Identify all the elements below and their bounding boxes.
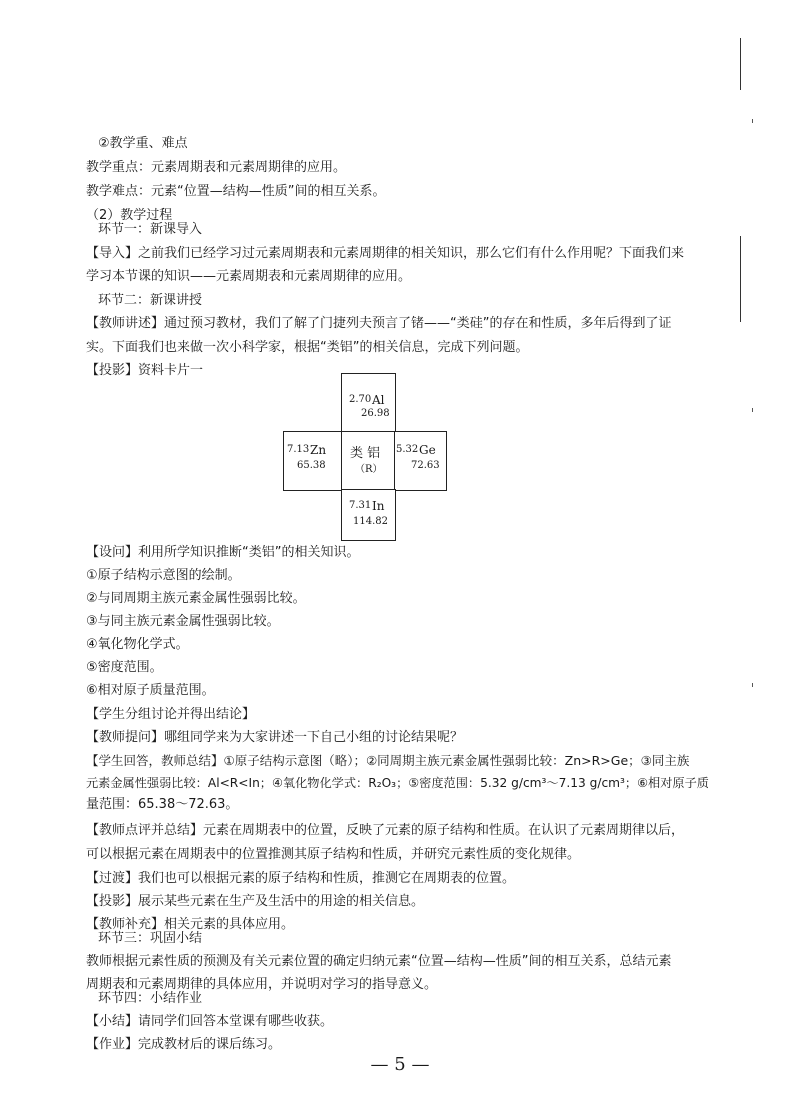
- paragraph-line: 【设问】利用所学知识推断“类铝”的相关知识。: [86, 545, 360, 560]
- paragraph-line: ⑥相对原子质量范围。: [86, 683, 215, 698]
- paragraph-line: 【导入】之前我们已经学习过元素周期表和元素周期律的相关知识，那么它们有什么作用呢？下面我们来: [86, 246, 685, 261]
- paragraph-line: ③与同主族元素金属性强弱比较。: [86, 614, 280, 629]
- paragraph-line: （2）教学过程: [86, 208, 173, 223]
- paragraph-line: 【投影】资料卡片一: [86, 363, 204, 378]
- paragraph-line: 【教师提问】哪组同学来为大家讲述一下自己小组的讨论结果呢？: [86, 730, 464, 745]
- paragraph-line: 量范围：65.38～72.63。: [86, 797, 239, 812]
- element-name: 类 铝: [350, 446, 381, 461]
- paragraph-line: 环节三：巩固小结: [98, 931, 203, 946]
- margin-rule: [740, 38, 741, 90]
- paragraph-line: 【作业】完成教材后的课后练习。: [86, 1037, 282, 1052]
- paragraph-line: ①原子结构示意图的绘制。: [86, 568, 241, 583]
- element-density: 7.31: [349, 500, 372, 511]
- element-cell-al: [341, 373, 396, 433]
- element-mass: 114.82: [353, 516, 388, 527]
- paragraph-line: 环节二：新课讲授: [98, 293, 203, 308]
- element-symbol: Ge: [419, 443, 436, 457]
- paragraph-line: ②教学重、难点: [98, 136, 188, 151]
- element-mass: 65.38: [297, 460, 326, 471]
- element-density: 2.70: [349, 394, 372, 405]
- paragraph-line: 【投影】展示某些元素在生产及生活中的用途的相关信息。: [86, 894, 425, 909]
- paragraph-line: 教学重点：元素周期表和元素周期律的应用。: [86, 160, 347, 175]
- paragraph-line: 实。下面我们也来做一次小科学家，根据“类铝”的相关信息，完成下列问题。: [86, 340, 529, 355]
- element-symbol: In: [372, 499, 385, 513]
- paragraph-line: ④氧化物化学式。: [86, 637, 189, 652]
- element-symbol: Zn: [310, 443, 327, 457]
- element-cell-in: [341, 489, 396, 541]
- paragraph-line: 教学难点：元素“位置—结构—性质”间的相互关系。: [86, 184, 386, 199]
- paragraph-line: 【教师讲述】通过预习教材，我们了解了门捷列夫预言了锗——“类硅”的存在和性质，多年后得到了证: [86, 316, 672, 331]
- element-density: 5.32: [396, 444, 419, 455]
- paragraph-line: 【教师点评并总结】元素在周期表中的位置，反映了元素的原子结构和性质。在认识了元素周期律以后，: [86, 823, 685, 838]
- element-symbol: Al: [372, 393, 385, 407]
- element-cell-center: [341, 431, 396, 491]
- paragraph-line: 元素金属性强弱比较：Al<R<In；④氧化物化学式：R₂O₃；⑤密度范围：5.32 g/cm³～7.13 g/cm³；⑥相对原子质: [86, 776, 709, 790]
- element-symbol: （R）: [355, 464, 383, 475]
- paragraph-line: 环节一：新课导入: [98, 222, 203, 237]
- margin-tick: [752, 683, 753, 687]
- paragraph-line: 【学生回答，教师总结】①原子结构示意图（略）；②同周期主族元素金属性强弱比较：Zn>R>Ge；③同主族: [86, 753, 690, 768]
- element-mass: 26.98: [361, 408, 390, 419]
- paragraph-line: ②与同周期主族元素金属性强弱比较。: [86, 591, 306, 606]
- paragraph-line: 【学生分组讨论并得出结论】: [86, 707, 256, 722]
- element-mass: 72.63: [411, 460, 440, 471]
- paragraph-line: 环节四：小结作业: [98, 991, 203, 1006]
- paragraph-line: 【小结】请同学们回答本堂课有哪些收获。: [86, 1014, 334, 1029]
- element-cell-ge: [394, 431, 447, 491]
- paragraph-line: 可以根据元素在周期表中的位置推测其原子结构和性质，并研究元素性质的变化规律。: [86, 847, 581, 862]
- page-number: — 5 —: [370, 1054, 430, 1075]
- paragraph-line: 【教师补充】相关元素的具体应用。: [86, 917, 295, 932]
- paragraph-line: 教师根据元素性质的预测及有关元素位置的确定归纳元素“位置—结构—性质”间的相互关系，总结元素: [86, 954, 672, 969]
- paragraph-line: 周期表和元素周期律的具体应用，并说明对学习的指导意义。: [86, 977, 438, 992]
- paragraph-line: 学习本节课的知识——元素周期表和元素周期律的应用。: [86, 269, 412, 284]
- paragraph-line: 【过渡】我们也可以根据元素的原子结构和性质，推测它在周期表的位置。: [86, 871, 516, 886]
- element-cell-zn: [283, 431, 343, 491]
- margin-rule: [740, 236, 741, 322]
- margin-tick: [752, 408, 753, 412]
- margin-tick: [752, 119, 753, 123]
- paragraph-line: ⑤密度范围。: [86, 660, 163, 675]
- element-density: 7.13: [287, 444, 310, 455]
